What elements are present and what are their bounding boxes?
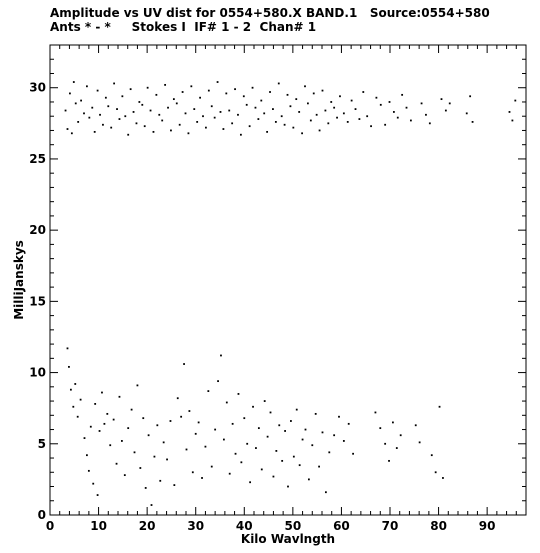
data-point: [133, 111, 135, 113]
data-point: [161, 120, 163, 122]
data-point: [255, 107, 257, 109]
data-point: [105, 97, 107, 99]
data-point: [211, 466, 213, 468]
data-point: [281, 460, 283, 462]
data-point: [295, 98, 297, 100]
data-point: [376, 97, 378, 99]
data-point: [223, 128, 225, 130]
data-point: [119, 118, 121, 120]
data-point: [293, 456, 295, 458]
data-point: [72, 406, 74, 408]
data-point: [77, 416, 79, 418]
data-point: [188, 132, 190, 134]
data-point: [263, 112, 265, 114]
data-point: [148, 434, 150, 436]
data-point: [154, 456, 156, 458]
data-point: [80, 399, 82, 401]
data-point: [348, 423, 350, 425]
data-point: [264, 400, 266, 402]
data-point: [336, 117, 338, 119]
data-point: [193, 108, 195, 110]
data-point: [302, 439, 304, 441]
data-point: [88, 117, 90, 119]
data-point: [304, 85, 306, 87]
data-point: [91, 107, 93, 109]
data-point: [156, 424, 158, 426]
data-point: [267, 436, 269, 438]
data-point: [190, 85, 192, 87]
data-points: [65, 81, 517, 506]
y-tick-label: 10: [29, 365, 46, 380]
data-point: [159, 480, 161, 482]
data-point: [134, 451, 136, 453]
data-point: [144, 125, 146, 127]
x-tick-label: 70: [381, 519, 399, 533]
data-point: [275, 121, 277, 123]
data-point: [273, 476, 275, 478]
data-point: [330, 101, 332, 103]
data-point: [163, 441, 165, 443]
data-point: [68, 366, 70, 368]
data-point: [155, 94, 157, 96]
data-point: [185, 112, 187, 114]
data-point: [343, 112, 345, 114]
data-point: [308, 478, 310, 480]
data-point: [311, 444, 313, 446]
data-point: [177, 397, 179, 399]
x-tick-label: 0: [45, 519, 55, 533]
data-point: [151, 504, 153, 506]
y-tick-label: 30: [29, 80, 46, 95]
x-tick-label: 80: [430, 519, 447, 533]
data-point: [469, 95, 471, 97]
y-tick-label: 0: [37, 508, 46, 522]
data-point: [121, 95, 123, 97]
data-point: [195, 433, 197, 435]
data-point: [101, 392, 103, 394]
data-point: [83, 112, 85, 114]
data-point: [347, 121, 349, 123]
data-point: [189, 410, 191, 412]
data-point: [182, 91, 184, 93]
data-point: [359, 118, 361, 120]
data-point: [214, 429, 216, 431]
data-point: [246, 443, 248, 445]
data-point: [217, 380, 219, 382]
data-point: [415, 424, 417, 426]
data-point: [84, 437, 86, 439]
data-point: [509, 111, 511, 113]
data-point: [255, 447, 257, 449]
plot-frame: [50, 45, 526, 515]
data-point: [384, 124, 386, 126]
data-point: [127, 134, 129, 136]
data-point: [147, 87, 149, 89]
data-point: [270, 412, 272, 414]
data-point: [170, 420, 172, 422]
data-point: [246, 104, 248, 106]
data-point: [380, 104, 382, 106]
data-point: [70, 389, 72, 391]
data-point: [249, 125, 251, 127]
data-point: [142, 417, 144, 419]
data-point: [153, 131, 155, 133]
data-point: [237, 114, 239, 116]
chart-title: Amplitude vs UV dist for 0554+580.X BAND.1 Source:0554+580: [50, 6, 490, 20]
data-point: [229, 473, 231, 475]
data-point: [176, 102, 178, 104]
data-point: [257, 118, 259, 120]
data-point: [269, 91, 271, 93]
data-point: [225, 93, 227, 95]
data-point: [393, 111, 395, 113]
data-point: [67, 347, 69, 349]
data-point: [397, 117, 399, 119]
data-point: [284, 430, 286, 432]
data-point: [315, 413, 317, 415]
data-point: [137, 384, 139, 386]
data-point: [158, 114, 160, 116]
x-tick-label: 50: [284, 519, 302, 533]
data-point: [316, 114, 318, 116]
data-point: [77, 121, 79, 123]
data-point: [231, 122, 233, 124]
data-point: [99, 430, 101, 432]
data-point: [410, 120, 412, 122]
data-point: [401, 94, 403, 96]
x-tick-label: 40: [235, 519, 253, 533]
data-point: [305, 429, 307, 431]
data-point: [352, 453, 354, 455]
data-point: [220, 355, 222, 357]
data-point: [301, 132, 303, 134]
data-point: [366, 115, 368, 117]
data-point: [94, 131, 96, 133]
data-point: [130, 88, 132, 90]
data-point: [512, 120, 514, 122]
data-point: [74, 383, 76, 385]
data-point: [183, 363, 185, 365]
data-point: [338, 416, 340, 418]
data-point: [296, 409, 298, 411]
data-point: [99, 114, 101, 116]
data-point: [217, 81, 219, 83]
data-point: [211, 105, 213, 107]
data-point: [240, 461, 242, 463]
x-tick-label: 60: [333, 519, 350, 533]
data-point: [466, 112, 468, 114]
data-point: [208, 90, 210, 92]
data-point: [92, 483, 94, 485]
data-point: [318, 466, 320, 468]
data-point: [442, 477, 444, 479]
data-point: [205, 127, 207, 129]
y-axis-title: MilliJanskys: [12, 240, 26, 320]
data-point: [226, 402, 228, 404]
data-point: [290, 105, 292, 107]
y-axis: [29, 59, 526, 522]
x-tick-label: 30: [187, 519, 205, 533]
data-point: [310, 120, 312, 122]
data-point: [370, 125, 372, 127]
x-axis: [46, 45, 516, 533]
data-point: [234, 88, 236, 90]
data-point: [328, 451, 330, 453]
data-point: [392, 422, 394, 424]
data-point: [339, 95, 341, 97]
data-point: [106, 413, 108, 415]
data-point: [351, 100, 353, 102]
data-point: [343, 440, 345, 442]
x-axis-title: Kilo Wavlngth: [240, 532, 336, 546]
data-point: [287, 486, 289, 488]
data-point: [278, 424, 280, 426]
data-point: [258, 427, 260, 429]
data-point: [400, 434, 402, 436]
data-point: [121, 440, 123, 442]
y-tick-label: 5: [37, 436, 46, 451]
data-point: [514, 100, 516, 102]
data-point: [389, 101, 391, 103]
data-point: [90, 426, 92, 428]
data-point: [319, 130, 321, 132]
data-point: [421, 102, 423, 104]
data-point: [275, 450, 277, 452]
data-point: [164, 84, 166, 86]
data-point: [192, 471, 194, 473]
data-point: [333, 107, 335, 109]
data-point: [425, 114, 427, 116]
data-point: [435, 471, 437, 473]
data-point: [362, 91, 364, 93]
data-point: [97, 90, 99, 92]
data-point: [113, 83, 115, 85]
data-point: [124, 474, 126, 476]
data-point: [429, 122, 431, 124]
data-point: [281, 115, 283, 117]
data-point: [240, 134, 242, 136]
data-point: [97, 494, 99, 496]
data-point: [67, 128, 69, 130]
data-point: [141, 104, 143, 106]
data-point: [272, 108, 274, 110]
x-tick-label: 10: [90, 519, 107, 533]
data-point: [86, 454, 88, 456]
data-point: [116, 463, 118, 465]
data-point: [228, 110, 230, 112]
data-point: [252, 87, 254, 89]
data-point: [73, 81, 75, 83]
data-point: [110, 127, 112, 129]
data-point: [313, 93, 315, 95]
data-point: [278, 83, 280, 85]
data-point: [327, 122, 329, 124]
data-point: [235, 453, 237, 455]
data-point: [145, 487, 147, 489]
data-point: [299, 464, 301, 466]
data-point: [102, 124, 104, 126]
data-point: [196, 121, 198, 123]
x-tick-label: 20: [138, 519, 156, 533]
data-point: [75, 102, 77, 104]
y-tick-label: 15: [29, 294, 46, 309]
data-point: [375, 412, 377, 414]
data-point: [298, 111, 300, 113]
data-point: [441, 98, 443, 100]
data-point: [431, 454, 433, 456]
data-point: [292, 127, 294, 129]
data-point: [199, 97, 201, 99]
data-point: [71, 132, 73, 134]
data-point: [232, 423, 234, 425]
data-point: [136, 122, 138, 124]
data-point: [325, 491, 327, 493]
data-point: [449, 102, 451, 104]
y-tick-label: 20: [29, 223, 46, 238]
data-point: [445, 110, 447, 112]
data-point: [252, 406, 254, 408]
data-point: [173, 484, 175, 486]
data-point: [266, 131, 268, 133]
y-tick-label: 25: [29, 151, 46, 166]
data-point: [384, 443, 386, 445]
data-point: [333, 434, 335, 436]
data-point: [472, 121, 474, 123]
x-tick-label: 90: [478, 519, 496, 533]
data-point: [65, 110, 67, 112]
data-point: [388, 460, 390, 462]
data-point: [260, 100, 262, 102]
chart-subtitle: Ants * - * Stokes I IF# 1 - 2 Chan# 1: [50, 20, 317, 34]
data-point: [419, 441, 421, 443]
data-point: [287, 94, 289, 96]
data-point: [249, 481, 251, 483]
data-point: [124, 115, 126, 117]
data-point: [116, 108, 118, 110]
data-point: [202, 115, 204, 117]
data-point: [94, 403, 96, 405]
data-point: [322, 90, 324, 92]
data-point: [439, 406, 441, 408]
data-point: [186, 449, 188, 451]
data-point: [214, 117, 216, 119]
data-point: [88, 470, 90, 472]
data-point: [138, 101, 140, 103]
data-point: [170, 130, 172, 132]
data-point: [396, 447, 398, 449]
data-point: [220, 111, 222, 113]
data-point: [307, 102, 309, 104]
data-point: [80, 100, 82, 102]
data-point: [238, 393, 240, 395]
data-point: [322, 431, 324, 433]
data-point: [179, 124, 181, 126]
data-point: [205, 446, 207, 448]
data-point: [201, 477, 203, 479]
data-point: [113, 419, 115, 421]
data-point: [107, 105, 109, 107]
data-point: [379, 427, 381, 429]
data-point: [127, 427, 129, 429]
data-point: [119, 396, 121, 398]
data-point: [355, 108, 357, 110]
data-point: [109, 444, 111, 446]
data-point: [325, 110, 327, 112]
data-point: [166, 459, 168, 461]
data-point: [284, 124, 286, 126]
data-point: [261, 469, 263, 471]
data-point: [139, 467, 141, 469]
data-point: [207, 390, 209, 392]
data-point: [173, 98, 175, 100]
data-point: [69, 93, 71, 95]
data-point: [223, 439, 225, 441]
data-point: [290, 420, 292, 422]
data-point: [150, 110, 152, 112]
data-point: [243, 417, 245, 419]
data-point: [180, 416, 182, 418]
data-point: [406, 107, 408, 109]
data-point: [167, 107, 169, 109]
data-point: [131, 409, 133, 411]
data-point: [243, 95, 245, 97]
data-point: [86, 85, 88, 87]
data-point: [198, 422, 200, 424]
data-point: [104, 423, 106, 425]
